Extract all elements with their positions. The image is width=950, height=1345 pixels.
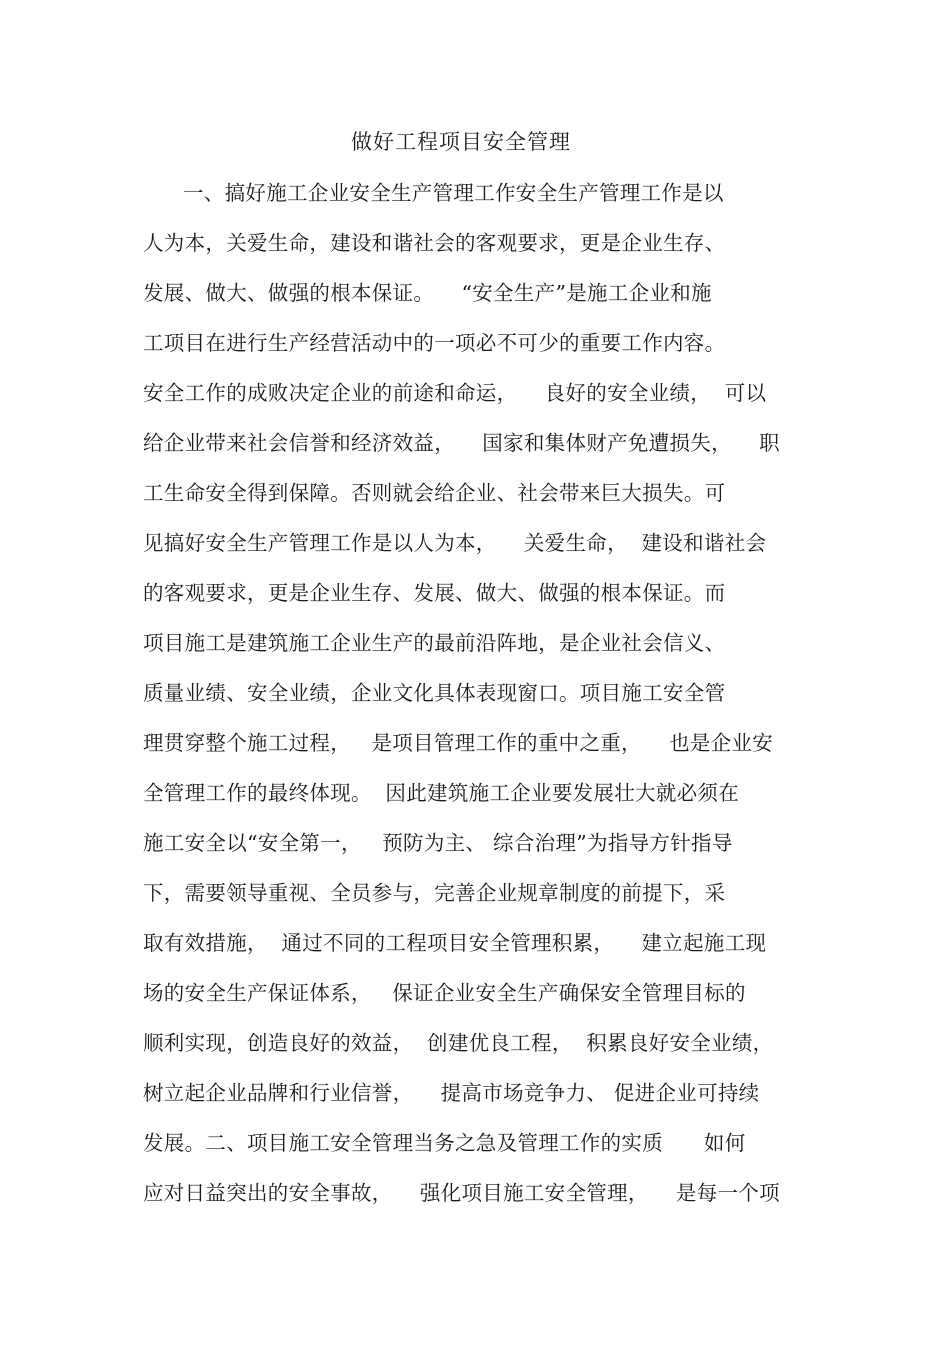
body-line: 理贯穿整个施工过程， 是项目管理工作的重中之重， 也是企业安 — [143, 731, 774, 755]
body-line: 全管理工作的最终体现。 因此建筑施工企业要发展壮大就必须在 — [143, 781, 740, 805]
body-line: 人为本，关爱生命，建设和谐社会的客观要求，更是企业生存、 — [143, 231, 726, 255]
body-line: 见搞好安全生产管理工作是以人为本， 关爱生命， 建设和谐社会 — [143, 531, 767, 555]
body-line: 场的安全生产保证体系， 保证企业安全生产确保安全管理目标的 — [143, 981, 746, 1005]
body-line: 一、搞好施工企业安全生产管理工作安全生产管理工作是以 — [183, 181, 724, 205]
body-line: 安全工作的成败决定企业的前途和命运， 良好的安全业绩， 可以 — [143, 381, 767, 405]
body-line: 下，需要领导重视、全员参与，完善企业规章制度的前提下，采 — [143, 881, 726, 905]
body-line: 工生命安全得到保障。否则就会给企业、社会带来巨大损失。可 — [143, 481, 726, 505]
body-line: 发展。二、项目施工安全管理当务之急及管理工作的实质 如何 — [143, 1131, 746, 1155]
body-line: 树立起企业品牌和行业信誉， 提高市场竞争力、 促进企业可持续 — [143, 1081, 760, 1105]
body-line: 给企业带来社会信誉和经济效益， 国家和集体财产免遭损失， 职 — [143, 431, 780, 455]
body-line: 施工安全以“安全第一， 预防为主、 综合治理”为指导方针指导 — [143, 831, 733, 855]
body-line: 工项目在进行生产经营活动中的一项必不可少的重要工作内容。 — [143, 331, 726, 355]
body-line: 的客观要求，更是企业生存、发展、做大、做强的根本保证。而 — [143, 581, 726, 605]
body-line: 质量业绩、安全业绩，企业文化具体表现窗口。项目施工安全管 — [143, 681, 726, 705]
body-line: 发展、做大、做强的根本保证。 “安全生产”是施工企业和施 — [143, 281, 712, 305]
body-line: 项目施工是建筑施工企业生产的最前沿阵地，是企业社会信义、 — [143, 631, 726, 655]
body-line: 顺利实现，创造良好的效益， 创建优良工程， 积累良好安全业绩， — [143, 1031, 774, 1055]
document-body — [143, 178, 813, 1228]
body-line: 取有效措施， 通过不同的工程项目安全管理积累， 建立起施工现 — [143, 931, 767, 955]
document-title: 做好工程项目安全管理 — [351, 130, 571, 154]
body-line: 应对日益突出的安全事故， 强化项目施工安全管理， 是每一个项 — [143, 1181, 780, 1205]
